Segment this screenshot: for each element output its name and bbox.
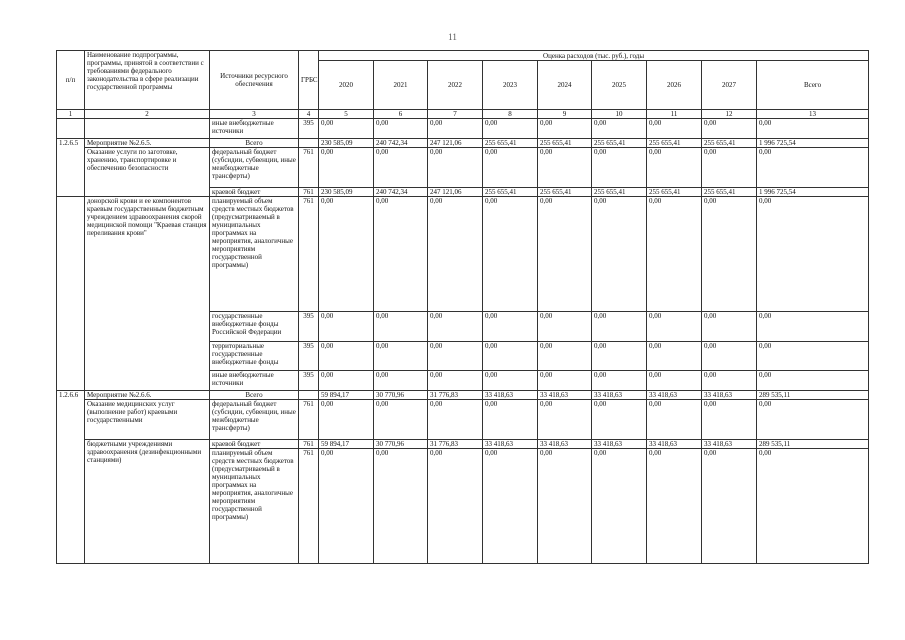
value-cell: 33 418,63 (538, 440, 592, 449)
header-grbs: ГРБС (299, 51, 319, 110)
source-cell: краевой бюджет (210, 188, 299, 197)
value-cell: 0,00 (428, 148, 483, 188)
value-cell: 230 585,09 (319, 188, 374, 197)
value-cell: 0,00 (428, 342, 483, 371)
value-cell: 0,00 (647, 312, 702, 342)
value-cell: 0,00 (374, 197, 428, 312)
header-year: 2027 (702, 61, 757, 110)
value-cell: 0,00 (319, 371, 374, 391)
value-cell: 0,00 (702, 119, 757, 139)
value-cell: 0,00 (538, 400, 592, 440)
value-cell: 0,00 (319, 400, 374, 440)
value-cell: 59 894,17 (319, 391, 374, 400)
column-number: 6 (374, 110, 428, 119)
measure-number: 1.2.6.6 (57, 391, 85, 564)
value-cell: 255 655,41 (538, 188, 592, 197)
value-cell: 0,00 (483, 342, 538, 371)
header-estimate-title: Оценка расходов (тыс. руб.), годы (319, 51, 869, 61)
column-number: 2 (85, 110, 210, 119)
source-cell: Всего (210, 139, 299, 148)
value-cell: 289 535,11 (757, 440, 869, 449)
value-cell: 240 742,34 (374, 139, 428, 148)
grbs-cell: 395 (299, 342, 319, 371)
header-num: п/п (57, 51, 85, 110)
value-cell: 0,00 (374, 148, 428, 188)
value-cell: 0,00 (538, 449, 592, 564)
value-cell: 0,00 (374, 119, 428, 139)
source-cell: иные внебюджетные источники (210, 119, 299, 139)
value-cell: 0,00 (592, 312, 647, 342)
value-cell: 0,00 (757, 312, 869, 342)
value-cell: 0,00 (702, 342, 757, 371)
value-cell: 0,00 (374, 371, 428, 391)
value-cell: 255 655,41 (702, 139, 757, 148)
table-header (57, 51, 869, 119)
value-cell: 33 418,63 (592, 440, 647, 449)
source-cell: Всего (210, 391, 299, 400)
value-cell: 255 655,41 (647, 139, 702, 148)
table-row (57, 400, 869, 440)
value-cell: 0,00 (428, 119, 483, 139)
column-number: 9 (538, 110, 592, 119)
value-cell: 255 655,41 (592, 139, 647, 148)
value-cell: 33 418,63 (592, 391, 647, 400)
header-year: 2021 (374, 61, 428, 110)
value-cell: 0,00 (428, 400, 483, 440)
table-row (57, 440, 869, 449)
grbs-cell: 761 (299, 188, 319, 197)
value-cell: 31 776,83 (428, 440, 483, 449)
value-cell: 0,00 (757, 342, 869, 371)
value-cell: 33 418,63 (483, 391, 538, 400)
grbs-cell: 761 (299, 148, 319, 188)
table-row (57, 148, 869, 188)
value-cell: 0,00 (592, 371, 647, 391)
value-cell: 255 655,41 (702, 188, 757, 197)
value-cell: 33 418,63 (647, 440, 702, 449)
value-cell: 0,00 (647, 197, 702, 312)
value-cell: 247 121,06 (428, 188, 483, 197)
value-cell: 0,00 (483, 119, 538, 139)
expense-table (56, 50, 869, 564)
value-cell: 0,00 (319, 449, 374, 564)
table-row (57, 119, 869, 139)
grbs-cell: 761 (299, 440, 319, 449)
grbs-cell: 761 (299, 197, 319, 312)
value-cell: 33 418,63 (538, 391, 592, 400)
value-cell: 0,00 (702, 371, 757, 391)
value-cell: 0,00 (592, 342, 647, 371)
source-cell: федеральный бюджет (субсидии, субвенции, иные межбюджетные трансферты) (210, 148, 299, 188)
value-cell: 0,00 (702, 449, 757, 564)
value-cell: 0,00 (757, 148, 869, 188)
source-cell: иные внебюджетные источники (210, 371, 299, 391)
value-cell: 0,00 (538, 148, 592, 188)
header-name: Наименование подпрограммы, программы, принятой в соответствии с требованиями федерального законодательства в сфере реализации государственной программы (85, 51, 210, 110)
value-cell: 0,00 (483, 449, 538, 564)
value-cell: 0,00 (483, 148, 538, 188)
value-cell: 0,00 (319, 148, 374, 188)
measure-description: бюджетными учреждениями здравоохранения (дезинфекционными станциями) (85, 440, 210, 564)
header-year: 2020 (319, 61, 374, 110)
value-cell: 0,00 (538, 371, 592, 391)
value-cell: 0,00 (592, 197, 647, 312)
value-cell: 0,00 (319, 119, 374, 139)
value-cell: 1 996 725,54 (757, 139, 869, 148)
value-cell: 0,00 (428, 371, 483, 391)
value-cell: 0,00 (538, 197, 592, 312)
value-cell: 0,00 (647, 371, 702, 391)
measure-title: Мероприятие №2.6.6. (85, 391, 210, 400)
value-cell: 255 655,41 (592, 188, 647, 197)
value-cell: 0,00 (374, 312, 428, 342)
source-cell: государственные внебюджетные фонды Российской Федерации (210, 312, 299, 342)
value-cell: 255 655,41 (647, 188, 702, 197)
grbs-cell: 395 (299, 371, 319, 391)
column-number: 13 (757, 110, 869, 119)
value-cell: 0,00 (319, 342, 374, 371)
value-cell: 0,00 (428, 449, 483, 564)
value-cell: 0,00 (538, 312, 592, 342)
value-cell: 0,00 (374, 449, 428, 564)
value-cell: 0,00 (592, 400, 647, 440)
value-cell: 33 418,63 (702, 391, 757, 400)
value-cell: 289 535,11 (757, 391, 869, 400)
value-cell: 0,00 (647, 148, 702, 188)
value-cell: 0,00 (483, 400, 538, 440)
value-cell: 0,00 (538, 342, 592, 371)
value-cell: 30 770,96 (374, 391, 428, 400)
value-cell: 247 121,06 (428, 139, 483, 148)
value-cell: 0,00 (647, 400, 702, 440)
value-cell: 0,00 (592, 148, 647, 188)
value-cell: 33 418,63 (647, 391, 702, 400)
value-cell: 0,00 (374, 400, 428, 440)
header-year: 2026 (647, 61, 702, 110)
value-cell: 255 655,41 (538, 139, 592, 148)
value-cell: 0,00 (319, 197, 374, 312)
column-number: 12 (702, 110, 757, 119)
value-cell: 240 742,34 (374, 188, 428, 197)
value-cell: 0,00 (428, 312, 483, 342)
value-cell: 0,00 (319, 312, 374, 342)
value-cell: 0,00 (374, 342, 428, 371)
value-cell: 0,00 (428, 197, 483, 312)
value-cell: 0,00 (592, 449, 647, 564)
grbs-cell: 395 (299, 312, 319, 342)
header-year: 2024 (538, 61, 592, 110)
value-cell: 0,00 (483, 312, 538, 342)
value-cell: 0,00 (483, 371, 538, 391)
column-number: 4 (299, 110, 319, 119)
header-source: Источники ресурсного обеспечения (210, 51, 299, 110)
measure-title: Мероприятие №2.6.5. (85, 139, 210, 148)
value-cell: 0,00 (757, 400, 869, 440)
value-cell: 30 770,96 (374, 440, 428, 449)
measure-description: Оказание услуги по заготовке, хранению, транспортировке и обеспечению безопасности (85, 148, 210, 197)
source-cell: территориальные государственные внебюджетные фонды (210, 342, 299, 371)
column-number: 8 (483, 110, 538, 119)
value-cell: 0,00 (647, 342, 702, 371)
column-number-row (57, 110, 869, 119)
value-cell: 0,00 (757, 371, 869, 391)
header-year: 2025 (592, 61, 647, 110)
column-number: 1 (57, 110, 85, 119)
value-cell: 0,00 (647, 449, 702, 564)
grbs-cell: 761 (299, 400, 319, 440)
value-cell: 0,00 (483, 197, 538, 312)
value-cell: 0,00 (757, 119, 869, 139)
header-year: 2022 (428, 61, 483, 110)
value-cell: 0,00 (757, 449, 869, 564)
value-cell: 0,00 (702, 400, 757, 440)
value-cell: 230 585,09 (319, 139, 374, 148)
value-cell: 33 418,63 (702, 440, 757, 449)
source-cell: планируемый объем средств местных бюджетов (предусматриваемый в муниципальных программах на мероприятия, аналогичные мероприятиям государственной программы) (210, 197, 299, 312)
value-cell: 255 655,41 (483, 188, 538, 197)
table-row (57, 197, 869, 312)
column-number: 11 (647, 110, 702, 119)
table-row (57, 391, 869, 400)
column-number: 7 (428, 110, 483, 119)
column-number: 10 (592, 110, 647, 119)
value-cell: 0,00 (702, 312, 757, 342)
value-cell: 0,00 (702, 197, 757, 312)
grbs-cell: 761 (299, 449, 319, 564)
value-cell: 0,00 (647, 119, 702, 139)
column-number: 5 (319, 110, 374, 119)
source-cell: планируемый объем средств местных бюджетов (предусматриваемый в муниципальных программах на мероприятия, аналогичные мероприятиям государственной программы) (210, 449, 299, 564)
header-total: Всего (757, 61, 869, 110)
grbs-cell: 395 (299, 119, 319, 139)
source-cell: краевой бюджет (210, 440, 299, 449)
value-cell: 0,00 (702, 148, 757, 188)
column-number: 3 (210, 110, 299, 119)
value-cell: 0,00 (592, 119, 647, 139)
value-cell: 0,00 (538, 119, 592, 139)
measure-number: 1.2.6.5 (57, 139, 85, 197)
measure-description: донорской крови и ее компонентов краевым государственным бюджетным учреждением здравоохранения скорой медицинской помощи "Краевая станция переливания крови" (85, 197, 210, 391)
value-cell: 1 996 725,54 (757, 188, 869, 197)
header-year: 2023 (483, 61, 538, 110)
value-cell: 0,00 (757, 197, 869, 312)
value-cell: 59 894,17 (319, 440, 374, 449)
table-row (57, 139, 869, 148)
value-cell: 31 776,83 (428, 391, 483, 400)
measure-description: Оказание медицинских услуг (выполнение работ) краевыми государственными (85, 400, 210, 440)
value-cell: 255 655,41 (483, 139, 538, 148)
source-cell: федеральный бюджет (субсидии, субвенции, иные межбюджетные трансферты) (210, 400, 299, 440)
page-number: 11 (448, 32, 457, 42)
value-cell: 33 418,63 (483, 440, 538, 449)
